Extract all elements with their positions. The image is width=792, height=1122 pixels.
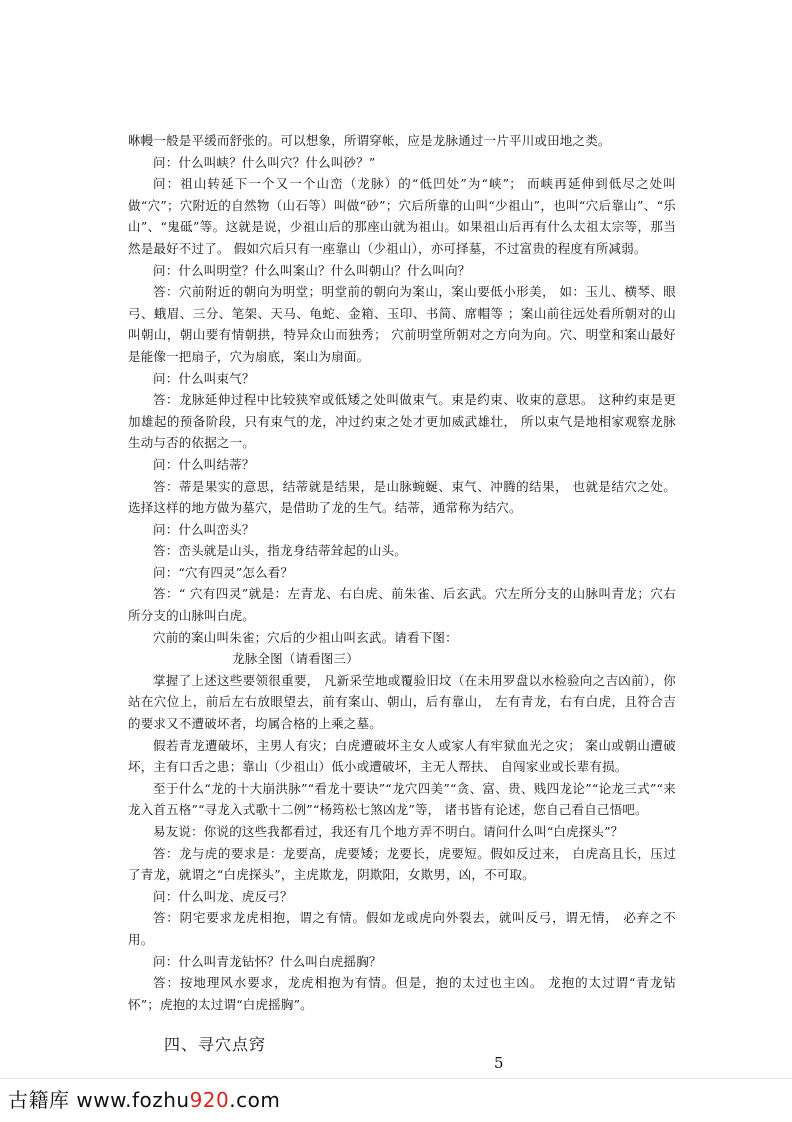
footer-divider	[0, 1078, 792, 1079]
paragraph: 答：蒂是果实的意思，结蒂就是结果，是山脉蜿蜒、束气、冲腾的结果， 也就是结穴之处。选择这样的地方做为墓穴，是借助了龙的生气。结蒂，通常称为结穴。	[128, 478, 676, 516]
paragraph: 问：“穴有四灵”怎么看？	[153, 564, 294, 580]
paragraph: 问：什么叫结蒂？	[153, 456, 255, 472]
paragraph: 问：什么叫峦头？	[153, 521, 255, 537]
paragraph: 答：阴宅要求龙虎相抱，谓之有情。假如龙或虎向外裂去，就叫反弓，谓无情， 必弃之不用。	[128, 910, 676, 947]
section-heading: 四、寻穴点窍	[164, 1035, 267, 1054]
paragraph: 穴前的案山叫朱雀；穴后的少祖山叫玄武。请看下图：	[153, 629, 458, 645]
paragraph: 问：什么叫青龙钻怀？什么叫白虎摇胸？	[153, 953, 382, 969]
paragraph: 易友说：你说的这些我都看过，我还有几个地方弄不明白。请问什么叫“白虎探头”？	[153, 824, 624, 839]
paragraph: 问：什么叫龙、虎反弓？	[153, 888, 293, 904]
watermark-highlight: 920	[189, 1088, 230, 1112]
watermark-suffix: .com	[229, 1088, 281, 1112]
paragraph: 假若青龙遭破坏，主男人有灾；白虎遭破坏主女人或家人有牢狱血光之灾； 案山或朝山遭破坏，主有口舌之患；靠山（少祖山）低小或遭破坏，主无人帮扶、 自闯家业或长辈有损。	[128, 737, 676, 775]
paragraph: 问：什么叫明堂？什么叫案山？什么叫朝山？什么叫向？	[153, 262, 471, 278]
paragraph: 答：按地理风水要求，龙虎相抱为有情。但是，抱的太过也主凶。 龙抱的太过谓“青龙钻怀”；虎抱的太过谓“白虎摇胸”。	[128, 975, 676, 1012]
paragraph: 问：祖山转延下一个又一个山峦（龙脉）的“低凹处”为“峡”； 而峡再延伸到低尽之处叫做“穴”；穴附近的自然物（山石等）叫做“砂”；穴后所靠的山叫“少祖山”，也叫“穴后靠山”、“乐山”、“鬼砥”等。这就是说，少祖山后的那座山就为祖山。如果祖山后再有什么太祖太宗等，那当然是最好不过了。 假如穴后只有一座靠山（少祖山），亦可择墓，不过富贵的程度有所减弱。	[128, 176, 676, 256]
paragraph: 至于什么“龙的十大崩洪脉”“看龙十要诀”“龙穴四美”“贪、富、贵、贱四龙论”“论龙三式”“来龙入首五格”“寻龙入式歌十二例”“杨筠松七煞凶龙”等， 诸书皆有论述，您自己看自己悟吧。	[128, 780, 676, 818]
site-watermark[interactable]	[8, 1084, 280, 1113]
paragraph: 答：龙与虎的要求是：龙要高，虎要矮；龙要长，虎要短。假如反过来， 白虎高且长，压过了青龙，就谓之“白虎探头”，主虎欺龙，阴欺阳，女欺男，凶，不可取。	[128, 845, 676, 883]
body-text	[128, 130, 676, 1015]
figure-caption: 龙脉全图（请看图三）	[232, 651, 360, 667]
paragraph: 答：“ 穴有四灵”就是：左青龙、右白虎、前朱雀、后玄武。穴左所分支的山脉叫青龙；穴右所分支的山脉叫白虎。	[128, 586, 676, 624]
paragraph: 问：什么叫峡？什么叫穴？什么叫砂？”	[153, 154, 376, 170]
paragraph: 答：穴前附近的朝向为明堂；明堂前的朝向为案山，案山要低小形美， 如：玉儿、横琴、眼弓、蛾眉、三分、笔架、天马、龟蛇、金箱、玉印、书简、席帽等 ；案山前往远处看所朝对的山叫朝山，朝山要有情朝拱，特异众山而独秀； 穴前明堂所朝对之方向为向。穴、明堂和案山最好是能像一把扇子，穴为扇底，案山为扇面。	[128, 284, 676, 364]
watermark-prefix: 古籍库 www.fozhu	[8, 1088, 190, 1112]
page-number: 5	[494, 1054, 504, 1072]
paragraph: 掌握了上述这些要领很重要， 凡新采茔地或覆验旧坟（在未用罗盘以水检验向之吉凶前），你站在穴位上，前后左右放眼望去，前有案山、朝山，后有靠山， 左有青龙，右有白虎，且符合吉的要求又不遭破坏者，均属合格的上乘之墓。	[128, 672, 676, 732]
paragraph: 答：龙脉延伸过程中比较狭窄或低矮之处叫做束气。束是约束、收束的意思。 这种约束是更加雄起的预备阶段，只有束气的龙，冲过约束之处才更加威武雄壮， 所以束气是地相家观察龙脉生动与否的依据之一。	[128, 392, 676, 451]
paragraph: 答：峦头就是山头，指龙身结蒂耸起的山头。	[153, 543, 408, 559]
paragraph: 咻幔一般是平缓而舒张的。可以想象，所谓穿帐，应是龙脉通过一片平川或田地之类。	[128, 133, 611, 148]
paragraph: 问：什么叫束气？	[153, 370, 255, 386]
